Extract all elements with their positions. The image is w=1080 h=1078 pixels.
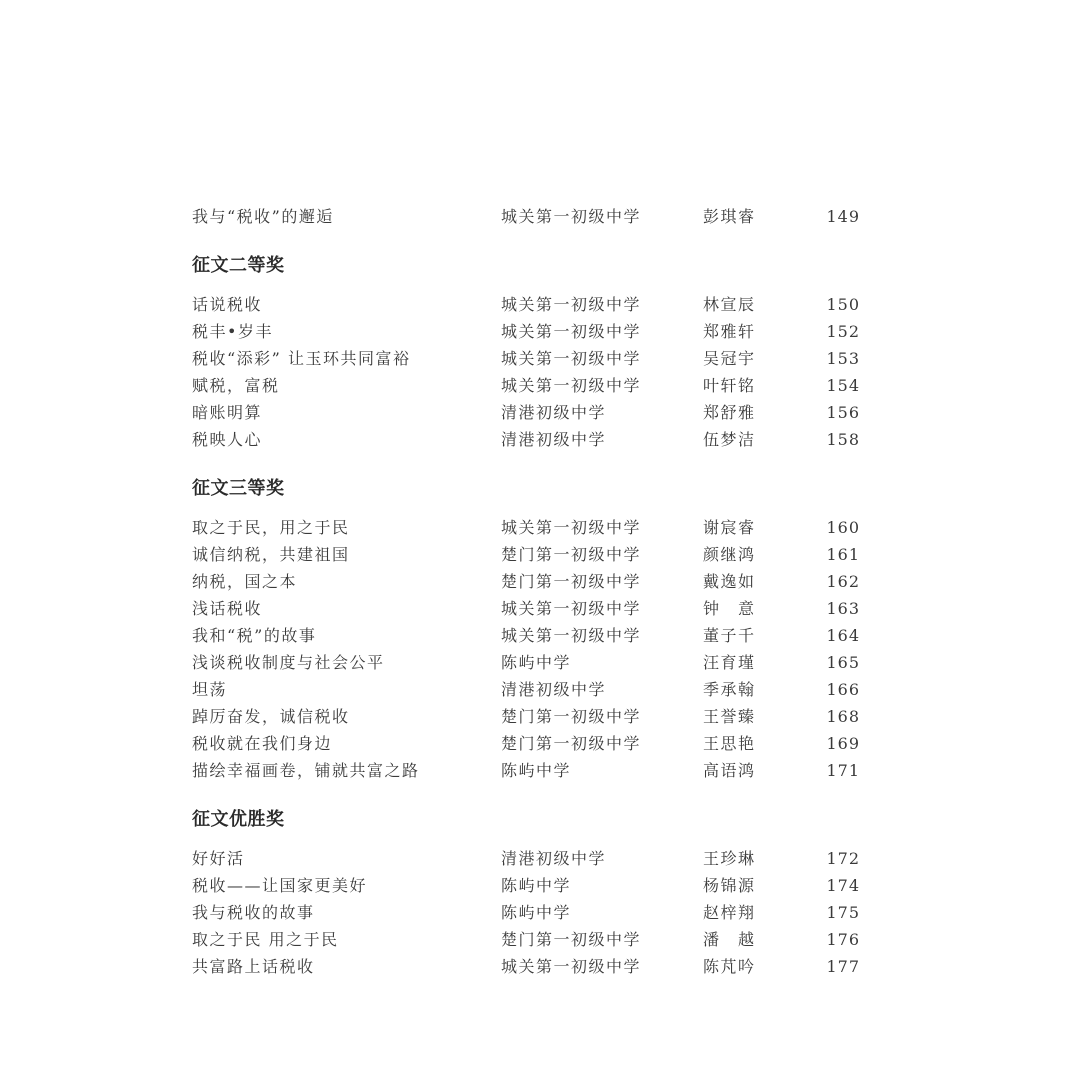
toc-entry xyxy=(192,568,872,595)
entry-school: 楚门第一初级中学 xyxy=(501,734,642,753)
toc-entry xyxy=(192,872,872,899)
entry-title: 赋税，富税 xyxy=(192,376,280,395)
toc-entry xyxy=(192,318,872,345)
entry-school: 清港初级中学 xyxy=(501,849,607,868)
entry-page-number: 162 xyxy=(826,572,860,591)
entry-author: 叶轩铭 xyxy=(703,376,756,395)
toc-entry xyxy=(192,203,872,230)
toc-entry xyxy=(192,622,872,649)
entry-author: 郑舒雅 xyxy=(703,403,756,422)
entry-author: 潘 越 xyxy=(703,930,756,949)
entry-school: 陈屿中学 xyxy=(501,653,572,672)
entry-school: 陈屿中学 xyxy=(501,761,572,780)
toc-entry xyxy=(192,703,872,730)
entry-author: 季承翰 xyxy=(703,680,756,699)
toc-entry xyxy=(192,514,872,541)
entry-school: 清港初级中学 xyxy=(501,430,607,449)
entry-author: 颜继鸿 xyxy=(703,545,756,564)
entry-title: 税收就在我们身边 xyxy=(192,734,333,753)
entry-school: 楚门第一初级中学 xyxy=(501,930,642,949)
entry-page-number: 152 xyxy=(826,322,860,341)
entry-title: 暗账明算 xyxy=(192,403,263,422)
entry-title: 我和“税”的故事 xyxy=(192,626,317,645)
entry-page-number: 160 xyxy=(826,518,860,537)
entry-author: 王珍琳 xyxy=(703,849,756,868)
entry-title: 好好活 xyxy=(192,849,245,868)
toc-entry xyxy=(192,953,872,980)
entry-author: 谢宸睿 xyxy=(703,518,756,537)
toc-entry xyxy=(192,649,872,676)
entry-school: 楚门第一初级中学 xyxy=(501,545,642,564)
section-heading: 征文三等奖 xyxy=(192,478,285,499)
entry-author: 高语鸿 xyxy=(703,761,756,780)
toc-entry xyxy=(192,372,872,399)
toc-entry xyxy=(192,595,872,622)
entry-title: 税收“添彩” 让玉环共同富裕 xyxy=(192,349,411,368)
entry-school: 城关第一初级中学 xyxy=(501,518,642,537)
entry-school: 城关第一初级中学 xyxy=(501,957,642,976)
entry-page-number: 166 xyxy=(826,680,860,699)
entry-page-number: 161 xyxy=(826,545,860,564)
section-heading: 征文优胜奖 xyxy=(192,809,285,830)
entry-author: 董子千 xyxy=(703,626,756,645)
entry-page-number: 150 xyxy=(826,295,860,314)
toc-entry xyxy=(192,899,872,926)
entry-title: 浅谈税收制度与社会公平 xyxy=(192,653,385,672)
toc-entry xyxy=(192,399,872,426)
entry-title: 我与“税收”的邂逅 xyxy=(192,207,334,226)
entry-page-number: 176 xyxy=(826,930,860,949)
entry-title: 共富路上话税收 xyxy=(192,957,315,976)
entry-page-number: 163 xyxy=(826,599,860,618)
entry-page-number: 149 xyxy=(826,207,860,226)
entry-page-number: 171 xyxy=(826,761,860,780)
entry-school: 城关第一初级中学 xyxy=(501,349,642,368)
toc-entry xyxy=(192,926,872,953)
toc-entry xyxy=(192,345,872,372)
entry-title: 纳税，国之本 xyxy=(192,572,298,591)
entry-title: 我与税收的故事 xyxy=(192,903,315,922)
entry-author: 杨锦源 xyxy=(703,876,756,895)
entry-title: 坦荡 xyxy=(192,680,228,699)
entry-author: 王思艳 xyxy=(703,734,756,753)
entry-author: 戴逸如 xyxy=(703,572,756,591)
toc-entry xyxy=(192,845,872,872)
entry-title: 踔厉奋发，诚信税收 xyxy=(192,707,350,726)
entry-page-number: 156 xyxy=(826,403,860,422)
entry-school: 城关第一初级中学 xyxy=(501,207,642,226)
entry-page-number: 169 xyxy=(826,734,860,753)
entry-author: 王誉臻 xyxy=(703,707,756,726)
entry-page-number: 172 xyxy=(826,849,860,868)
toc-entry xyxy=(192,291,872,318)
toc-entry xyxy=(192,426,872,453)
entry-school: 楚门第一初级中学 xyxy=(501,707,642,726)
entry-author: 陈芃吟 xyxy=(703,957,756,976)
toc-entry xyxy=(192,730,872,757)
entry-title: 浅话税收 xyxy=(192,599,263,618)
entry-page-number: 174 xyxy=(826,876,860,895)
entry-author: 赵梓翔 xyxy=(703,903,756,922)
entry-school: 城关第一初级中学 xyxy=(501,626,642,645)
section-heading: 征文二等奖 xyxy=(192,255,285,276)
entry-page-number: 158 xyxy=(826,430,860,449)
entry-title: 话说税收 xyxy=(192,295,263,314)
table-of-contents xyxy=(192,203,872,980)
entry-school: 陈屿中学 xyxy=(501,876,572,895)
entry-page-number: 168 xyxy=(826,707,860,726)
entry-author: 彭琪睿 xyxy=(703,207,756,226)
entry-school: 清港初级中学 xyxy=(501,403,607,422)
toc-entry xyxy=(192,757,872,784)
toc-entry xyxy=(192,676,872,703)
entry-school: 清港初级中学 xyxy=(501,680,607,699)
entry-page-number: 164 xyxy=(826,626,860,645)
entry-author: 伍梦洁 xyxy=(703,430,756,449)
entry-page-number: 153 xyxy=(826,349,860,368)
entry-school: 城关第一初级中学 xyxy=(501,295,642,314)
entry-school: 城关第一初级中学 xyxy=(501,322,642,341)
toc-entry xyxy=(192,541,872,568)
entry-page-number: 175 xyxy=(826,903,860,922)
entry-school: 城关第一初级中学 xyxy=(501,376,642,395)
entry-author: 吴冠宇 xyxy=(703,349,756,368)
entry-title: 税丰•岁丰 xyxy=(192,322,273,341)
entry-title: 取之于民 用之于民 xyxy=(192,930,339,949)
entry-title: 诚信纳税，共建祖国 xyxy=(192,545,350,564)
entry-author: 郑雅轩 xyxy=(703,322,756,341)
entry-page-number: 154 xyxy=(826,376,860,395)
entry-author: 汪育瑾 xyxy=(703,653,756,672)
entry-author: 林宣辰 xyxy=(703,295,756,314)
entry-page-number: 165 xyxy=(826,653,860,672)
entry-title: 税映人心 xyxy=(192,430,263,449)
entry-title: 描绘幸福画卷，铺就共富之路 xyxy=(192,761,420,780)
entry-title: 取之于民，用之于民 xyxy=(192,518,350,537)
entry-title: 税收——让国家更美好 xyxy=(192,876,368,895)
entry-author: 钟 意 xyxy=(703,599,756,618)
entry-school: 楚门第一初级中学 xyxy=(501,572,642,591)
entry-school: 城关第一初级中学 xyxy=(501,599,642,618)
entry-page-number: 177 xyxy=(826,957,860,976)
entry-school: 陈屿中学 xyxy=(501,903,572,922)
